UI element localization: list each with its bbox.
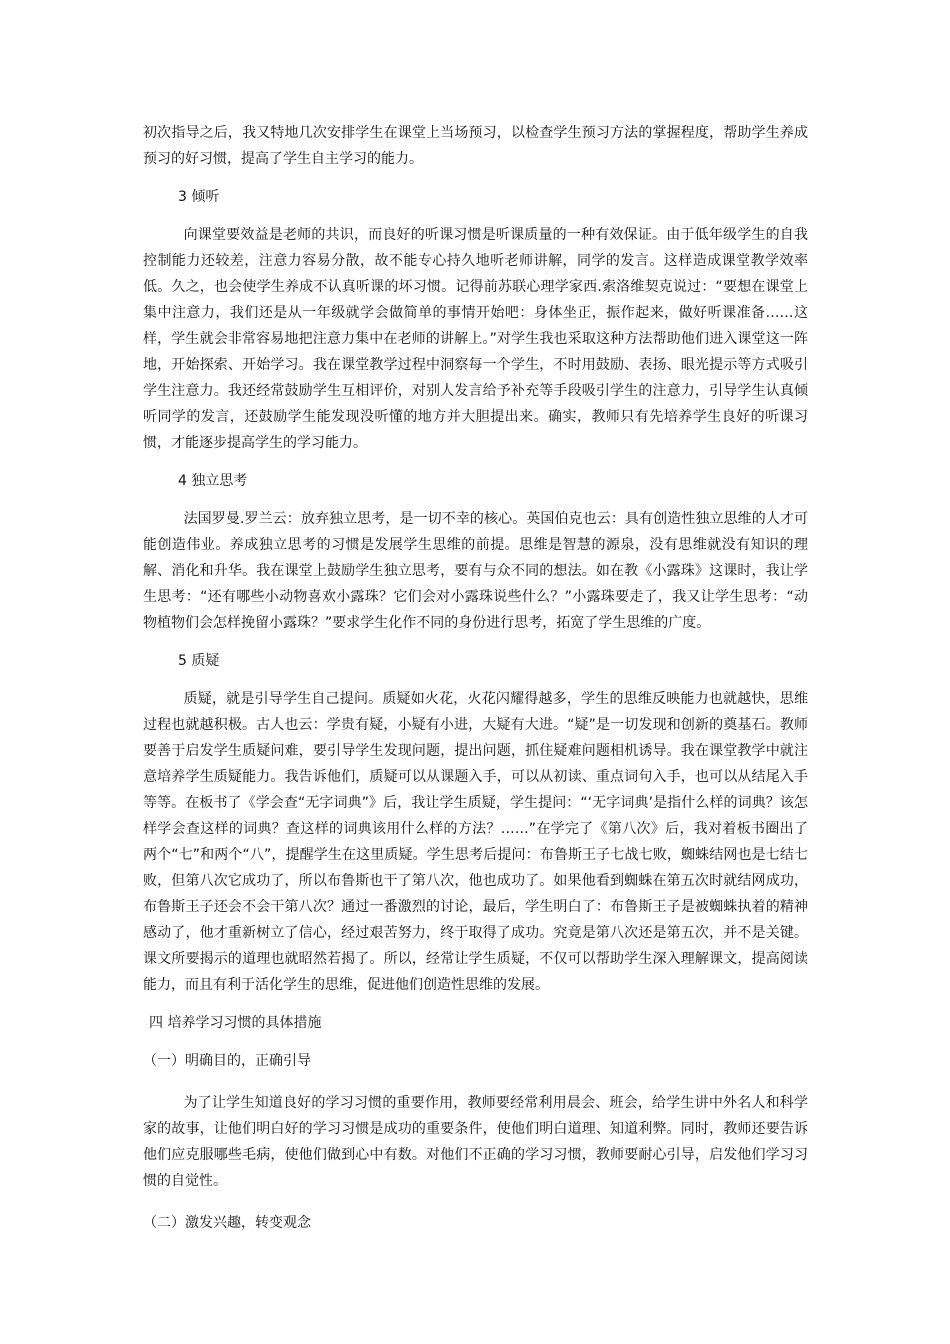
chapter-heading-measures: 四 培养学习习惯的具体措施 bbox=[149, 1015, 322, 1031]
subsection-heading-interest: （二）激发兴趣，转变观念 bbox=[143, 1215, 311, 1231]
section-heading-independent-thinking: 4 独立思考 bbox=[178, 473, 248, 489]
paragraph-independent-thinking: 法国罗曼.罗兰云：放弃独立思考，是一切不幸的核心。英国伯克也云：具有创造性独立思维的人才可能创造伟业。养成独立思考的习惯是发展学生思维的前提。思维是智慧的源泉，没有思维就没有知识的理解、消化和升华。我在课堂上鼓励学生独立思考，要有与众不同的想法。如在教《小露珠》这课时，我让学生思考：“还有哪些小动物喜欢小露珠？它们会对小露珠说些什么？”小露珠要走了，我又让学生思考：“动物植物们会怎样挽留小露珠？”要求学生化作不同的身份进行思考，拓宽了学生思维的广度。 bbox=[143, 511, 808, 631]
paragraph-preview-habit: 初次指导之后，我又特地几次安排学生在课堂上当场预习，以检查学生预习方法的掌握程度，帮助学生养成预习的好习惯，提高了学生自主学习的能力。 bbox=[143, 125, 808, 167]
paragraph-questioning: 质疑，就是引导学生自己提问。质疑如火花，火花闪耀得越多，学生的思维反映能力也就越快，思维过程也就越积极。古人也云：学贵有疑，小疑有小进，大疑有大进。“疑”是一切发现和创新的奠基石。教师要善于启发学生质疑问难，要引导学生发现问题，提出问题，抓住疑难问题相机诱导。我在课堂教学中就注意培养学生质疑能力。我告诉他们，质疑可以从课题入手，可以从初读、重点词句入手，也可以从结尾入手等等。在板书了《学会查“无字词典”》后，我让学生质疑，学生提问：“‘无字词典’是指什么样的词典？该怎样学会查这样的词典？查这样的词典该用什么样的方法？……”在学完了《第八次》后，我对着板书圈出了两个“七”和两个“八”，提醒学生在这里质疑。学生思考后提问：布鲁斯王子七战七败，蜘蛛结网也是七结七败，但第八次它成功了，所以布鲁斯也干了第八次，他也成功了。如果他看到蜘蛛在第五次时就结网成功，布鲁斯王子还会不会干第八次？通过一番激烈的讨论，最后，学生明白了：布鲁斯王子是被蜘蛛执着的精神感动了，他才重新树立了信心，经过艰苦努力，终于取得了成功。究竟是第八次还是第五次，并不是关键。课文所要揭示的道理也就昭然若揭了。所以，经常让学生质疑，不仅可以帮助学生深入理解课文，提高阅读能力，而且有利于活化学生的思维，促进他们创造性思维的发展。 bbox=[143, 691, 808, 993]
section-heading-listening: 3 倾听 bbox=[178, 189, 220, 205]
document-body bbox=[143, 120, 808, 1236]
section-heading-questioning: 5 质疑 bbox=[178, 653, 220, 669]
paragraph-clear-purpose: 为了让学生知道良好的学习习惯的重要作用，教师要经常利用晨会、班会，给学生讲中外名人和科学家的故事，让他们明白好的学习习惯是成功的重要条件，使他们明白道理、知道利弊。同时，教师还要告诉他们应克服哪些毛病，使他们做到心中有数。对他们不正确的学习习惯，教师要耐心引导，启发他们学习习惯的自觉性。 bbox=[143, 1095, 808, 1189]
subsection-heading-clear-purpose: （一）明确目的，正确引导 bbox=[143, 1053, 311, 1069]
paragraph-listening: 向课堂要效益是老师的共识，而良好的听课习惯是听课质量的一种有效保证。由于低年级学生的自我控制能力还较差，注意力容易分散，故不能专心持久地听老师讲解，同学的发言。这样造成课堂教学效率低。久之，也会使学生养成不认真听课的坏习惯。记得前苏联心理学家西.索洛维契克说过：“要想在课堂上集中注意力，我们还是从一年级就学会做简单的事情开始吧：身体坐正，振作起来，做好听课准备……这样，学生就会非常容易地把注意力集中在老师的讲解上。”对学生我也采取这种方法帮助他们进入课堂这一阵地，开始探索、开始学习。我在课堂教学过程中洞察每一个学生，不时用鼓励、表扬、眼光提示等方式吸引学生注意力。我还经常鼓励学生互相评价，对别人发言给予补充等手段吸引学生的注意力，引导学生认真倾听同学的发言，还鼓励学生能发现没听懂的地方并大胆提出来。确实，教师只有先培养学生良好的听课习惯，才能逐步提高学生的学习能力。 bbox=[143, 227, 808, 451]
